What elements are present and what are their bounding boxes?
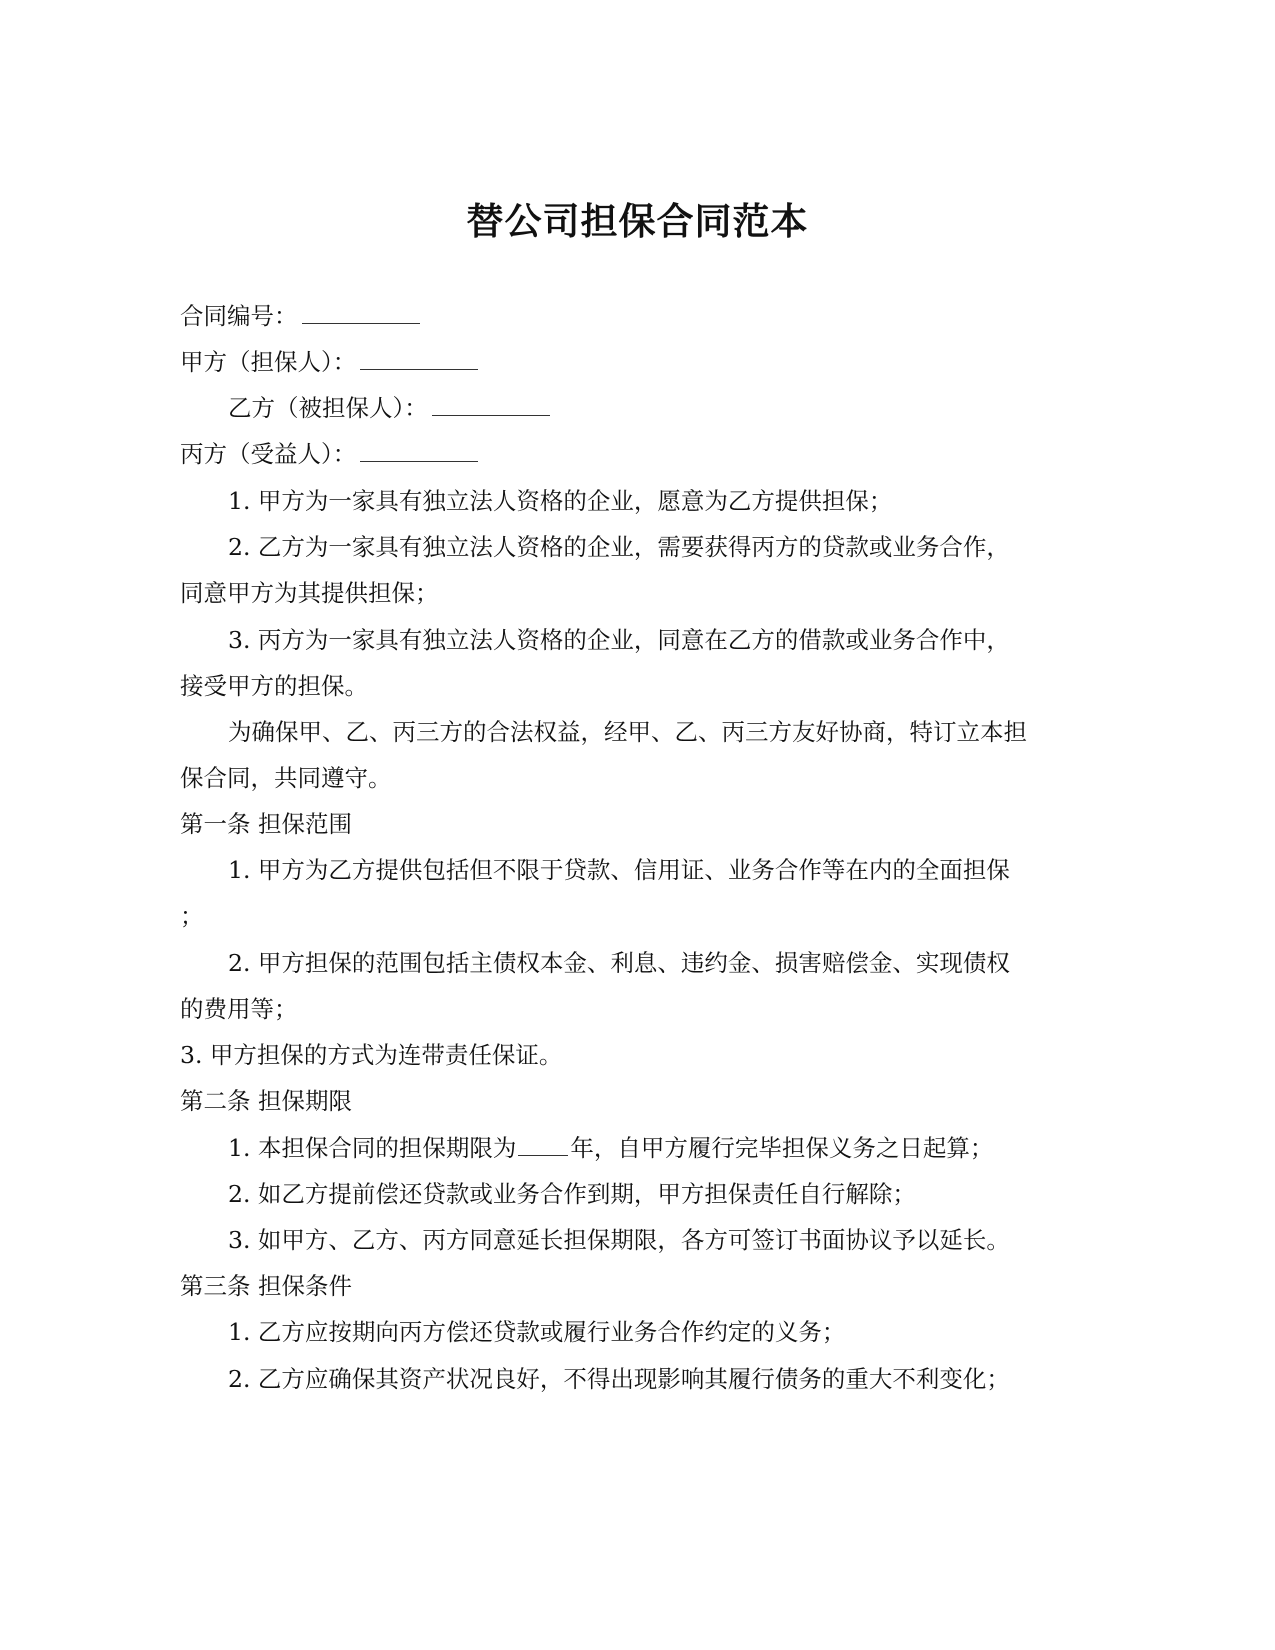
preamble-purpose-second: 保合同，共同遵守。 [180,764,392,792]
article-2-heading: 第二条 担保期限 [180,1087,352,1115]
contract-number-label: 合同编号： [180,302,298,330]
party-b-line [228,392,550,424]
party-c-line [180,438,478,470]
document-title: 替公司担保合同范本 [466,199,809,243]
contract-number-blank[interactable] [302,301,420,324]
preamble-item-2-first: 2. 乙方为一家具有独立法人资格的企业，需要获得丙方的贷款或业务合作， [228,533,1010,561]
article-3-item-1: 1. 乙方应按期向丙方偿还贷款或履行业务合作约定的义务； [228,1318,846,1346]
party-b-label: 乙方（被担保人）： [228,394,428,422]
article-2-item-1-suffix: 年，自甲方履行完毕担保义务之日起算； [570,1134,994,1162]
contract-number-line [180,300,420,332]
article-1-item-1-second: ； [180,902,204,930]
preamble-purpose-first: 为确保甲、乙、丙三方的合法权益，经甲、乙、丙三方友好协商，特订立本担 [228,718,1027,746]
article-2-item-1-prefix: 1. 本担保合同的担保期限为 [228,1134,517,1162]
article-2-item-1 [228,1132,993,1164]
preamble-item-2-second: 同意甲方为其提供担保； [180,579,439,607]
article-3-item-2: 2. 乙方应确保其资产状况良好，不得出现影响其履行债务的重大不利变化； [228,1365,1010,1393]
term-years-blank[interactable] [518,1133,568,1156]
party-c-label: 丙方（受益人）： [180,440,357,468]
article-1-item-2-second: 的费用等； [180,995,298,1023]
party-a-line [180,346,478,378]
preamble-item-3-second: 接受甲方的担保。 [180,672,368,700]
party-a-label: 甲方（担保人）： [180,348,357,376]
article-1-item-2-first: 2. 甲方担保的范围包括主债权本金、利息、违约金、损害赔偿金、实现债权 [228,949,1010,977]
article-1-heading: 第一条 担保范围 [180,810,352,838]
party-b-blank[interactable] [432,393,550,416]
article-2-item-2: 2. 如乙方提前偿还贷款或业务合作到期，甲方担保责任自行解除； [228,1180,916,1208]
party-a-blank[interactable] [360,347,478,370]
article-1-item-3: 3. 甲方担保的方式为连带责任保证。 [180,1041,563,1069]
preamble-item-3-first: 3. 丙方为一家具有独立法人资格的企业，同意在乙方的借款或业务合作中， [228,626,1010,654]
article-1-item-1-first: 1. 甲方为乙方提供包括但不限于贷款、信用证、业务合作等在内的全面担保 [228,856,1010,884]
article-2-item-3: 3. 如甲方、乙方、丙方同意延长担保期限，各方可签订书面协议予以延长。 [228,1226,1010,1254]
party-c-blank[interactable] [360,439,478,462]
preamble-item-1: 1. 甲方为一家具有独立法人资格的企业，愿意为乙方提供担保； [228,487,893,515]
article-3-heading: 第三条 担保条件 [180,1272,352,1300]
